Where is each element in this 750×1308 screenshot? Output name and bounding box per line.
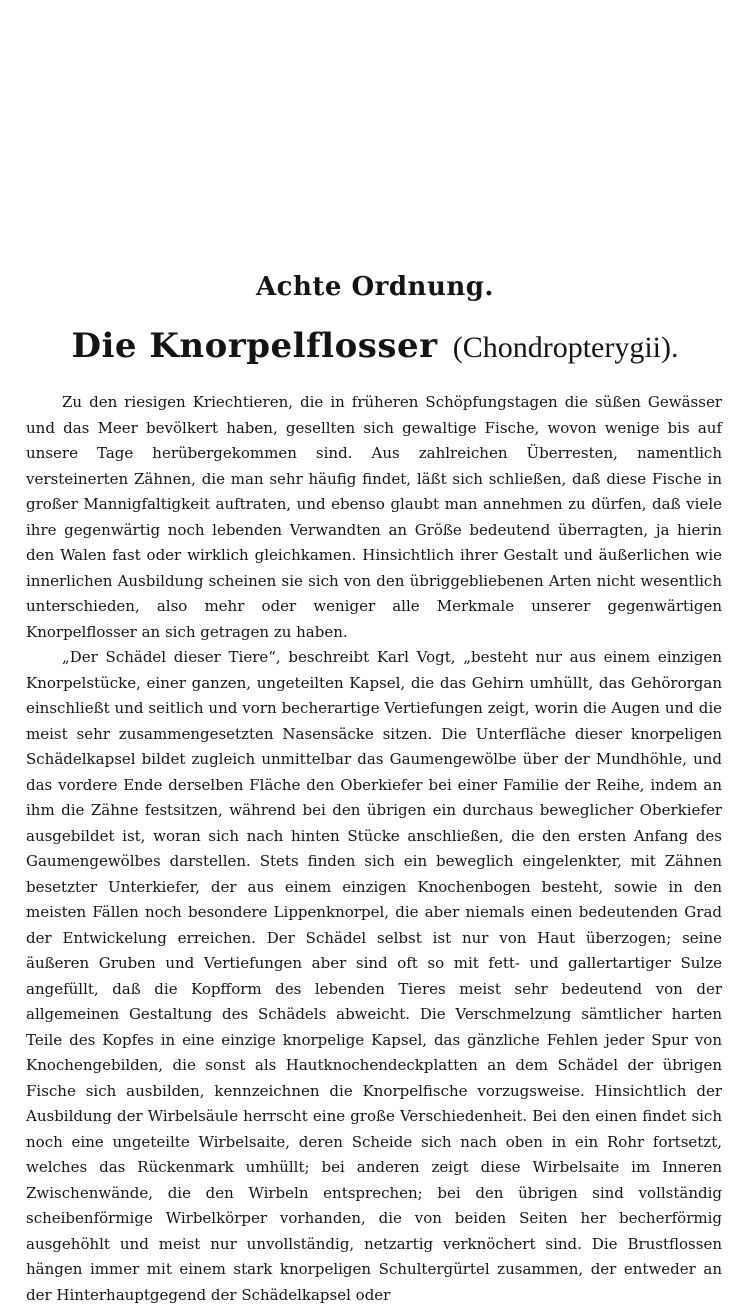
chapter-title [0, 326, 750, 366]
order-heading: Achte Ordnung. [256, 272, 494, 302]
chapter-title-german: Die Knorpelflosser [71, 326, 438, 366]
paragraph-vogt-quote: „Der Schädel dieser Tiere“, beschreibt Karl Vogt, „besteht nur aus einem einzigen Knorpelstücke, einer ganzen, ungeteilten Kapsel, die das Gehirn umhüllt, das Gehörorgan einschließt und seitlich und vorn becherartige Vertiefungen zeigt, worin die Augen und die meist sehr zusammengesetzten Nasensäcke sitzen. Die Unterfläche dieser knorpeligen Schädelkapsel bildet zugleich unmittelbar das Gaumengewölbe über der Mundhöhle, und das vordere Ende derselben Fläche den Oberkiefer bei einer Familie der Reihe, indem an ihm die Zähne festsitzen, während bei den übrigen ein durchaus beweglicher Oberkiefer ausgebildet ist, woran sich nach hinten Stücke anschließen, die den ersten Anfang des Gaumengewölbes darstellen. Stets finden sich ein beweglich eingelenkter, mit Zähnen besetzter Unterkiefer, der aus einem einzigen Knochenbogen besteht, sowie in den meisten Fällen noch besondere Lippenknorpel, die aber niemals einen bedeutenden Grad der Entwickelung erreichen. Der Schädel selbst ist nur von Haut überzogen; seine äußeren Gruben und Vertiefungen aber sind oft so mit fett- und gallertartiger Sulze angefüllt, daß die Kopfform des lebenden Tieres meist sehr bedeutend von der allgemeinen Gestaltung des Schädels abweicht. Die Verschmelzung sämtlicher harten Teile des Kopfes in eine einzige knorpelige Kapsel, das gänzliche Fehlen jeder Spur von Knochengebilden, die sonst als Hautknochendeckplatten an dem Schädel der übrigen Fische sich ausbilden, kennzeichnen die Knorpelfische vorzugsweise. Hinsichtlich der Ausbildung der Wirbelsäule herrscht eine große Verschiedenheit. Bei den einen findet sich noch eine ungeteilte Wirbelsaite, deren Scheide sich nach oben in ein Rohr fortsetzt, welches das Rückenmark umhüllt; bei anderen zeigt diese Wirbelsaite im Inneren Zwischenwände, die den Wirbeln entsprechen; bei den übrigen sind vollständig scheibenförmige Wirbelkörper vorhanden, die von beiden Seiten her becherförmig ausgehöhlt und meist nur unvollständig, netzartig verknöchert sind. Die Brustflossen hängen immer mit einem stark knorpeligen Schultergürtel zusammen, der entweder an der Hinterhauptgegend der Schädelkapsel oder [26, 648, 722, 1304]
chapter-title-latin: (Chondropterygii). [452, 331, 679, 364]
paragraph-intro: Zu den riesigen Kriechtieren, die in früheren Schöpfungstagen die süßen Gewässer und das Meer bevölkert haben, gesellten sich gewaltige Fische, wovon wenige bis auf unsere Tage herübergekommen sind. Aus zahlreichen Überresten, namentlich versteinerten Zähnen, die man sehr häufig findet, läßt sich schließen, daß diese Fische in großer Mannigfaltigkeit auftraten, und ebenso glaubt man annehmen zu dürfen, daß viele ihre gegenwärtig noch lebenden Verwandten an Größe bedeutend überragten, ja hierin den Walen fast oder wirklich gleichkamen. Hinsichtlich ihrer Gestalt und äußerlichen wie innerlichen Ausbildung scheinen sie sich von den übriggebliebenen Arten nicht wesentlich unterschieden, also mehr oder weniger alle Merkmale unserer gegenwärtigen Knorpelflosser an sich getragen zu haben. [26, 393, 722, 641]
body-text [26, 390, 722, 1308]
